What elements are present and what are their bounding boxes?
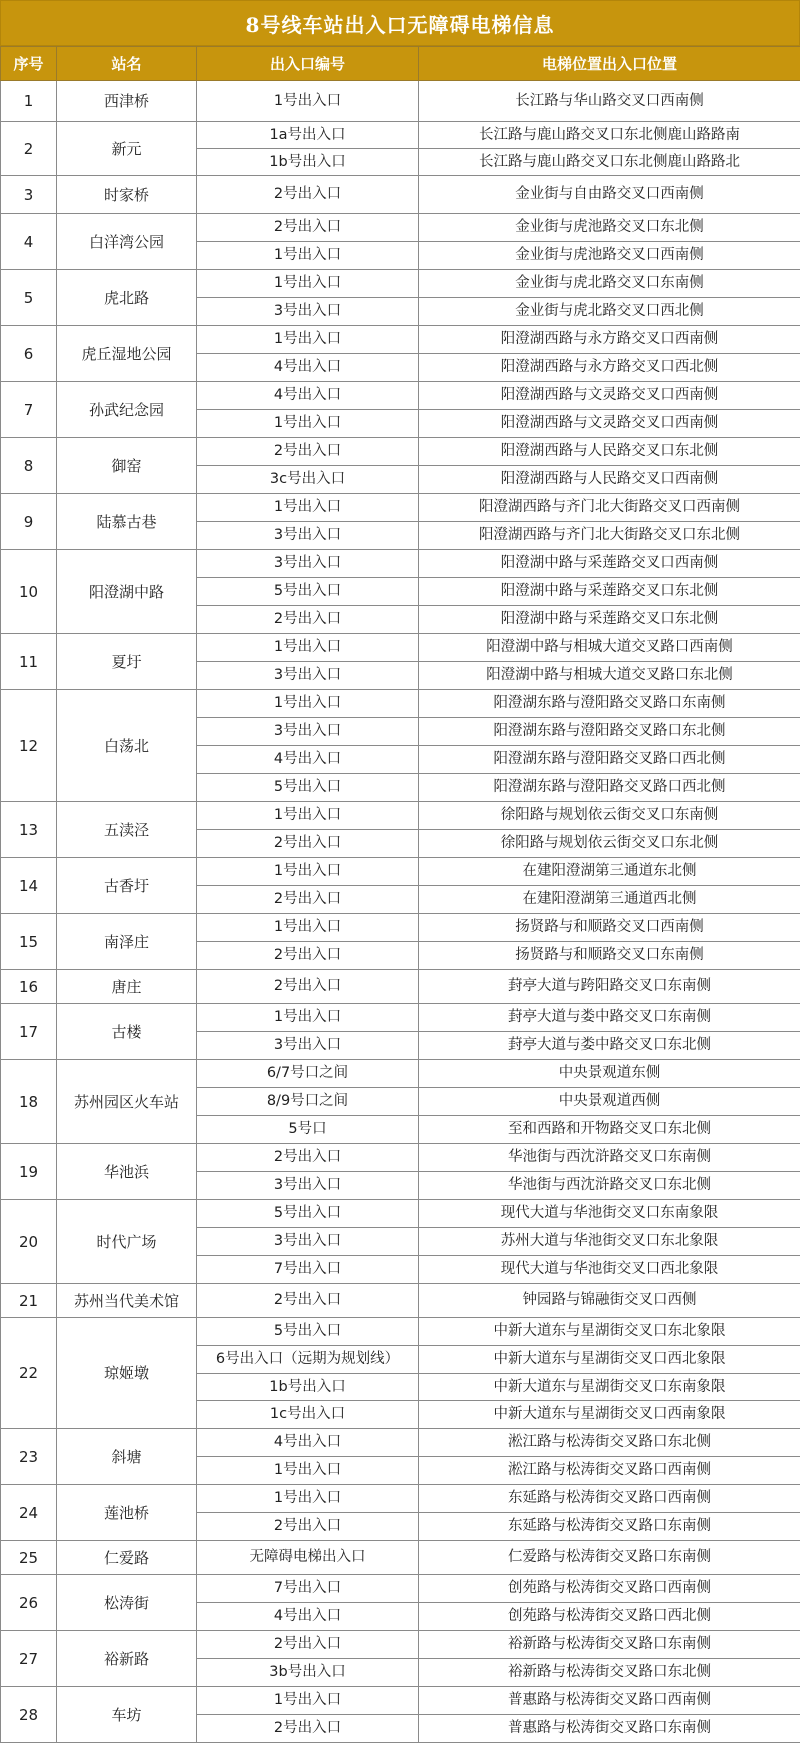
elevator-location: 阳澄湖西路与齐门北大街路交叉口西南侧: [419, 494, 800, 522]
exit-number: 4号出入口: [197, 382, 419, 410]
exit-number: 2号出入口: [197, 1284, 419, 1318]
station-seq: 14: [1, 858, 57, 914]
table-row: [1, 914, 800, 942]
exit-number: 2号出入口: [197, 438, 419, 466]
station-name: 莲池桥: [57, 1485, 197, 1541]
elevator-location: 中新大道东与星湖街交叉口西南象限: [419, 1401, 800, 1429]
exit-number: 3c号出入口: [197, 466, 419, 494]
exit-number: 1号出入口: [197, 410, 419, 438]
station-name: 苏州当代美术馆: [57, 1284, 197, 1318]
station-seq: 22: [1, 1318, 57, 1429]
elevator-location: 阳澄湖西路与永方路交叉口西南侧: [419, 326, 800, 354]
elevator-location: 阳澄湖东路与澄阳路交叉路口西北侧: [419, 774, 800, 802]
table-row: [1, 1541, 800, 1575]
table-row: [1, 1004, 800, 1032]
elevator-location: 金业街与虎池路交叉口东北侧: [419, 214, 800, 242]
elevator-location: 淞江路与松涛街交叉路口东北侧: [419, 1429, 800, 1457]
exit-number: 2号出入口: [197, 1513, 419, 1541]
exit-number: 1号出入口: [197, 1004, 419, 1032]
elevator-location: 阳澄湖中路与相城大道交叉路口西南侧: [419, 634, 800, 662]
station-seq: 26: [1, 1575, 57, 1631]
exit-number: 4号出入口: [197, 1429, 419, 1457]
exit-number: 1号出入口: [197, 858, 419, 886]
exit-number: 2号出入口: [197, 606, 419, 634]
exit-number: 1号出入口: [197, 1457, 419, 1485]
exit-number: 1b号出入口: [197, 149, 419, 176]
station-name: 古楼: [57, 1004, 197, 1060]
table-row: [1, 176, 800, 214]
exit-number: 7号出入口: [197, 1575, 419, 1603]
table-row: [1, 1485, 800, 1513]
station-seq: 21: [1, 1284, 57, 1318]
elevator-location: 阳澄湖东路与澄阳路交叉路口西北侧: [419, 746, 800, 774]
table-row: [1, 970, 800, 1004]
station-seq: 23: [1, 1429, 57, 1485]
exit-number: 2号出入口: [197, 970, 419, 1004]
station-name: 五渎泾: [57, 802, 197, 858]
station-name: 御窑: [57, 438, 197, 494]
table-row: [1, 802, 800, 830]
elevator-location: 阳澄湖中路与相城大道交叉路口东北侧: [419, 662, 800, 690]
table-row: [1, 1200, 800, 1228]
table-row: [1, 690, 800, 718]
exit-number: 3号出入口: [197, 298, 419, 326]
exit-number: 2号出入口: [197, 886, 419, 914]
station-name: 阳澄湖中路: [57, 550, 197, 634]
exit-number: 7号出入口: [197, 1256, 419, 1284]
elevator-location: 徐阳路与规划依云街交叉口东北侧: [419, 830, 800, 858]
table-row: [1, 1429, 800, 1457]
station-name: 虎丘湿地公园: [57, 326, 197, 382]
exit-number: 2号出入口: [197, 1715, 419, 1743]
exit-number: 1号出入口: [197, 81, 419, 122]
header-exit: 出入口编号: [197, 47, 419, 81]
table-row: [1, 858, 800, 886]
station-seq: 3: [1, 176, 57, 214]
elevator-location: 东延路与松涛街交叉路口东南侧: [419, 1513, 800, 1541]
station-seq: 18: [1, 1060, 57, 1144]
station-seq: 15: [1, 914, 57, 970]
exit-number: 2号出入口: [197, 176, 419, 214]
table-header-row: [1, 47, 800, 81]
elevator-location: 阳澄湖西路与文灵路交叉口西南侧: [419, 410, 800, 438]
exit-number: 1号出入口: [197, 1485, 419, 1513]
station-name: 白荡北: [57, 690, 197, 802]
table-row: [1, 1575, 800, 1603]
exit-number: 1号出入口: [197, 326, 419, 354]
elevator-location: 中新大道东与星湖街交叉口东北象限: [419, 1318, 800, 1346]
station-name: 孙武纪念园: [57, 382, 197, 438]
station-seq: 25: [1, 1541, 57, 1575]
elevator-location: 扬贤路与和顺路交叉口东南侧: [419, 942, 800, 970]
station-name: 虎北路: [57, 270, 197, 326]
table-row: [1, 1318, 800, 1346]
exit-number: 1号出入口: [197, 802, 419, 830]
table-row: [1, 1060, 800, 1088]
elevator-location: 阳澄湖中路与采莲路交叉口东北侧: [419, 606, 800, 634]
elevator-location: 金业街与自由路交叉口西南侧: [419, 176, 800, 214]
exit-number: 1号出入口: [197, 270, 419, 298]
elevator-location: 在建阳澄湖第三通道东北侧: [419, 858, 800, 886]
station-seq: 19: [1, 1144, 57, 1200]
exit-number: 5号出入口: [197, 578, 419, 606]
station-name: 仁爱路: [57, 1541, 197, 1575]
station-seq: 2: [1, 122, 57, 176]
station-seq: 10: [1, 550, 57, 634]
header-seq: 序号: [1, 47, 57, 81]
station-name: 时代广场: [57, 1200, 197, 1284]
elevator-location: 阳澄湖西路与人民路交叉口东北侧: [419, 438, 800, 466]
exit-number: 3号出入口: [197, 1172, 419, 1200]
station-name: 车坊: [57, 1687, 197, 1743]
exit-number: 2号出入口: [197, 1144, 419, 1172]
exit-number: 3号出入口: [197, 662, 419, 690]
exit-number: 1号出入口: [197, 690, 419, 718]
exit-number: 1c号出入口: [197, 1401, 419, 1429]
elevator-location: 葑亭大道与跨阳路交叉口东南侧: [419, 970, 800, 1004]
elevator-location: 阳澄湖西路与永方路交叉口西北侧: [419, 354, 800, 382]
elevator-location: 华池街与西沈浒路交叉口东南侧: [419, 1144, 800, 1172]
table-row: [1, 326, 800, 354]
exit-number: 3b号出入口: [197, 1659, 419, 1687]
station-name: 南泽庄: [57, 914, 197, 970]
elevator-location: 扬贤路与和顺路交叉口西南侧: [419, 914, 800, 942]
elevator-location: 裕新路与松涛街交叉路口东南侧: [419, 1631, 800, 1659]
elevator-location: 中新大道东与星湖街交叉口西北象限: [419, 1345, 800, 1373]
exit-number: 3号出入口: [197, 1228, 419, 1256]
exit-number: 4号出入口: [197, 1603, 419, 1631]
elevator-location: 葑亭大道与娄中路交叉口东北侧: [419, 1032, 800, 1060]
station-name: 唐庄: [57, 970, 197, 1004]
table-row: [1, 214, 800, 242]
elevator-location: 创苑路与松涛街交叉路口西南侧: [419, 1575, 800, 1603]
table-row: [1, 1144, 800, 1172]
station-seq: 4: [1, 214, 57, 270]
elevator-location: 阳澄湖西路与齐门北大街路交叉口东北侧: [419, 522, 800, 550]
station-name: 苏州园区火车站: [57, 1060, 197, 1144]
table-row: [1, 438, 800, 466]
elevator-location: 中央景观道西侧: [419, 1088, 800, 1116]
elevator-location: 苏州大道与华池街交叉口东北象限: [419, 1228, 800, 1256]
elevator-location: 长江路与鹿山路交叉口东北侧鹿山路路南: [419, 122, 800, 149]
exit-number: 5号口: [197, 1116, 419, 1144]
elevator-location: 金业街与虎北路交叉口东南侧: [419, 270, 800, 298]
elevator-location: 阳澄湖中路与采莲路交叉口西南侧: [419, 550, 800, 578]
station-name: 华池浜: [57, 1144, 197, 1200]
exit-number: 2号出入口: [197, 214, 419, 242]
table-row: [1, 550, 800, 578]
station-name: 裕新路: [57, 1631, 197, 1687]
header-station: 站名: [57, 47, 197, 81]
table-row: [1, 1284, 800, 1318]
elevator-location: 长江路与华山路交叉口西南侧: [419, 81, 800, 122]
exit-number: 1b号出入口: [197, 1373, 419, 1401]
elevator-location: 阳澄湖中路与采莲路交叉口东北侧: [419, 578, 800, 606]
station-seq: 20: [1, 1200, 57, 1284]
station-name: 西津桥: [57, 81, 197, 122]
station-name: 夏圩: [57, 634, 197, 690]
station-name: 新元: [57, 122, 197, 176]
station-seq: 24: [1, 1485, 57, 1541]
station-seq: 16: [1, 970, 57, 1004]
exit-number: 2号出入口: [197, 830, 419, 858]
header-location: 电梯位置出入口位置: [419, 47, 800, 81]
station-name: 琼姬墩: [57, 1318, 197, 1429]
station-seq: 13: [1, 802, 57, 858]
exit-number: 8/9号口之间: [197, 1088, 419, 1116]
elevator-location: 金业街与虎北路交叉口西北侧: [419, 298, 800, 326]
station-seq: 5: [1, 270, 57, 326]
elevator-location: 阳澄湖东路与澄阳路交叉路口东南侧: [419, 690, 800, 718]
table-row: [1, 81, 800, 122]
exit-number: 1号出入口: [197, 494, 419, 522]
exit-number: 1号出入口: [197, 242, 419, 270]
station-seq: 12: [1, 690, 57, 802]
elevator-location: 东延路与松涛街交叉路口西南侧: [419, 1485, 800, 1513]
exit-number: 1号出入口: [197, 634, 419, 662]
station-name: 古香圩: [57, 858, 197, 914]
table-row: [1, 270, 800, 298]
station-seq: 17: [1, 1004, 57, 1060]
exit-number: 6号出入口（远期为规划线）: [197, 1345, 419, 1373]
elevator-location: 仁爱路与松涛街交叉路口东南侧: [419, 1541, 800, 1575]
elevator-location: 普惠路与松涛街交叉路口东南侧: [419, 1715, 800, 1743]
table-row: [1, 122, 800, 149]
station-name: 时家桥: [57, 176, 197, 214]
station-seq: 11: [1, 634, 57, 690]
exit-number: 2号出入口: [197, 1631, 419, 1659]
exit-number: 3号出入口: [197, 522, 419, 550]
station-seq: 1: [1, 81, 57, 122]
table-row: [1, 634, 800, 662]
exit-number: 3号出入口: [197, 550, 419, 578]
elevator-location: 长江路与鹿山路交叉口东北侧鹿山路路北: [419, 149, 800, 176]
exit-number: 3号出入口: [197, 718, 419, 746]
elevator-location: 裕新路与松涛街交叉路口东北侧: [419, 1659, 800, 1687]
elevator-info-table: [0, 46, 800, 1743]
elevator-location: 创苑路与松涛街交叉路口西北侧: [419, 1603, 800, 1631]
elevator-location: 淞江路与松涛街交叉路口西南侧: [419, 1457, 800, 1485]
table-row: [1, 382, 800, 410]
elevator-location: 金业街与虎池路交叉口西南侧: [419, 242, 800, 270]
elevator-location: 徐阳路与规划依云街交叉口东南侧: [419, 802, 800, 830]
station-name: 陆慕古巷: [57, 494, 197, 550]
station-seq: 9: [1, 494, 57, 550]
elevator-location: 中央景观道东侧: [419, 1060, 800, 1088]
station-seq: 27: [1, 1631, 57, 1687]
station-name: 斜塘: [57, 1429, 197, 1485]
exit-number: 6/7号口之间: [197, 1060, 419, 1088]
exit-number: 1a号出入口: [197, 122, 419, 149]
exit-number: 3号出入口: [197, 1032, 419, 1060]
table-row: [1, 494, 800, 522]
exit-number: 无障碍电梯出入口: [197, 1541, 419, 1575]
exit-number: 5号出入口: [197, 774, 419, 802]
station-seq: 7: [1, 382, 57, 438]
elevator-location: 至和西路和开物路交叉口东北侧: [419, 1116, 800, 1144]
exit-number: 2号出入口: [197, 942, 419, 970]
exit-number: 1号出入口: [197, 914, 419, 942]
station-seq: 8: [1, 438, 57, 494]
elevator-location: 华池街与西沈浒路交叉口东北侧: [419, 1172, 800, 1200]
exit-number: 4号出入口: [197, 746, 419, 774]
page-title: 8号线车站出入口无障碍电梯信息: [0, 0, 800, 46]
elevator-location: 现代大道与华池街交叉口西北象限: [419, 1256, 800, 1284]
exit-number: 4号出入口: [197, 354, 419, 382]
elevator-location: 中新大道东与星湖街交叉口东南象限: [419, 1373, 800, 1401]
exit-number: 5号出入口: [197, 1318, 419, 1346]
elevator-location: 葑亭大道与娄中路交叉口东南侧: [419, 1004, 800, 1032]
station-name: 松涛街: [57, 1575, 197, 1631]
elevator-location: 普惠路与松涛街交叉路口西南侧: [419, 1687, 800, 1715]
table-body: [1, 81, 800, 1743]
elevator-location: 阳澄湖西路与人民路交叉口西南侧: [419, 466, 800, 494]
exit-number: 5号出入口: [197, 1200, 419, 1228]
station-seq: 6: [1, 326, 57, 382]
elevator-location: 现代大道与华池街交叉口东南象限: [419, 1200, 800, 1228]
elevator-location: 钟园路与锦融街交叉口西侧: [419, 1284, 800, 1318]
elevator-location: 在建阳澄湖第三通道西北侧: [419, 886, 800, 914]
elevator-location: 阳澄湖西路与文灵路交叉口西南侧: [419, 382, 800, 410]
station-name: 白洋湾公园: [57, 214, 197, 270]
elevator-location: 阳澄湖东路与澄阳路交叉路口东北侧: [419, 718, 800, 746]
table-row: [1, 1631, 800, 1659]
station-seq: 28: [1, 1687, 57, 1743]
exit-number: 1号出入口: [197, 1687, 419, 1715]
table-row: [1, 1687, 800, 1715]
